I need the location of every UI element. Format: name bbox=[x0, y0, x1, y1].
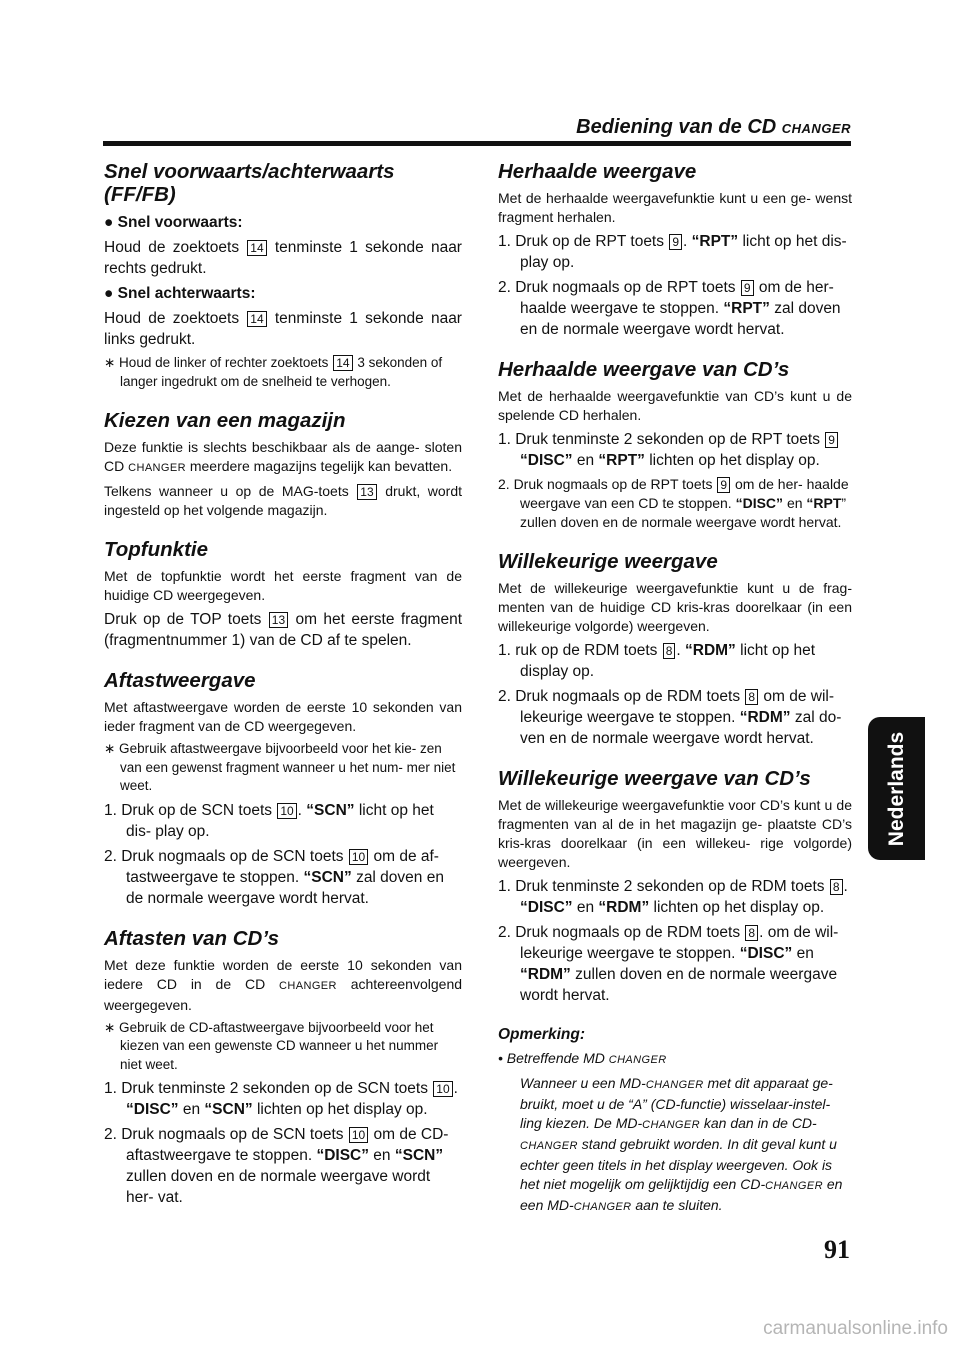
paragraph: Met de topfunktie wordt het eerste fragment van de huidige CD weergegeven. bbox=[104, 568, 462, 603]
section-title: Herhaalde weergave bbox=[498, 160, 697, 183]
paragraph: Houd de zoektoets 14 tenminste 1 sekonde naar links gedrukt. bbox=[104, 310, 462, 348]
key-9-icon: 9 bbox=[717, 477, 730, 493]
section-title: Willekeurige weergave bbox=[498, 550, 718, 573]
paragraph: Druk op de TOP toets 13 om het eerste fragment (fragmentnummer 1) van de CD af te spelen. bbox=[104, 611, 462, 649]
note-text: Wanneer u een MD-CHANGER met dit apparaat ge- bruikt, moet u de “A” (CD-functie) wisselaar-instel- ling kiezen. De MD-CHANGER kan dan in de CD- CHANGER stand gebruikt worden. In dit geval kunt u echter geen titels in het display weergeven. Ook is het niet mogelijk om gelijktijdig een CD-CHANGER en een MD-CHANGER aan te sluiten. bbox=[520, 1075, 843, 1213]
note: ∗ Gebruik aftastweergave bijvoorbeeld voor het kie- zen van een gewenst fragment wanneer u het num- mer niet weet. bbox=[104, 741, 456, 793]
paragraph: Deze funktie is slechts beschikbaar als de aange- sloten CD CHANGER meerdere magazijns tegelijk kan bevatten. bbox=[104, 439, 462, 474]
paragraph: Houd de zoektoets 14 tenminste 1 sekonde naar rechts gedrukt. bbox=[104, 239, 462, 277]
step: 2. Druk nogmaals op de SCN toets 10 om de af- tastweergave te stoppen. “SCN” zal doven en de normale weergave wordt hervat. bbox=[104, 847, 444, 907]
paragraph: Telkens wanneer u op de MAG-toets 13 drukt, wordt ingesteld op het volgende magazijn. bbox=[104, 483, 462, 518]
key-9-icon: 9 bbox=[741, 280, 754, 296]
section-title: Snel voorwaarts/achterwaarts (FF/FB) bbox=[104, 160, 395, 206]
note-bullet: • Betreffende MD CHANGER bbox=[498, 1050, 667, 1066]
paragraph: Met de herhaalde weergavefunktie van CD’s kunt u de spelende CD herhalen. bbox=[498, 388, 852, 423]
section-herhaalde bbox=[498, 160, 852, 340]
step: 1. Druk op de SCN toets 10 . “SCN” licht op het dis- play op. bbox=[104, 801, 434, 840]
key-10-icon: 10 bbox=[277, 803, 296, 819]
header-title: Bediening van de CD bbox=[576, 116, 777, 138]
section-magazijn bbox=[104, 409, 462, 520]
bullet-heading: ● Snel achterwaarts: bbox=[104, 285, 256, 302]
section-aftasten-cds bbox=[104, 927, 462, 1209]
section-herhaalde-cds bbox=[498, 358, 852, 532]
key-9-icon: 9 bbox=[669, 234, 682, 250]
step: 2. Druk nogmaals op de RPT toets 9 om de her- haalde weergave te stoppen. “RPT” zal doven en de normale weergave wordt hervat. bbox=[498, 279, 841, 338]
key-8-icon: 8 bbox=[830, 879, 843, 895]
step: 2. Druk nogmaals op de RDM toets 8 . om de wil- lekeurige weergave te stoppen. “DISC” en “RDM” zullen doven en de normale weergave wordt hervat. bbox=[498, 924, 839, 1004]
step: 1. Druk op de RPT toets 9 . “RPT” licht op het dis- play op. bbox=[498, 233, 847, 271]
language-side-tab bbox=[868, 717, 925, 860]
key-9-icon: 9 bbox=[825, 432, 838, 448]
key-10-icon: 10 bbox=[433, 1081, 452, 1097]
page-number: 91 bbox=[824, 1235, 850, 1264]
note: ∗ Gebruik de CD-aftastweergave bijvoorbeeld voor het kiezen van een gewenste CD wanneer u het nummer niet weet. bbox=[104, 1019, 439, 1072]
right-column bbox=[498, 160, 852, 1221]
section-title: Willekeurige weergave van CD’s bbox=[498, 767, 811, 790]
step: 1. Druk tenminste 2 sekonden op de RDM toets 8 . “DISC” en “RDM” lichten op het display op. bbox=[498, 878, 848, 916]
key-14-icon: 14 bbox=[247, 311, 266, 327]
step: 1. Druk tenminste 2 sekonden op de RPT toets 9 “DISC” en “RPT” lichten op het display op. bbox=[498, 429, 852, 471]
bullet-heading: ● Snel voorwaarts: bbox=[104, 214, 243, 231]
side-tab-label: Nederlands bbox=[884, 731, 908, 846]
paragraph: Met deze funktie worden de eerste 10 sekonden van iedere CD in de CD CHANGER achtereenvolgend weergegeven. bbox=[104, 956, 463, 1013]
section-willekeurige bbox=[498, 550, 852, 749]
key-13-icon: 13 bbox=[269, 612, 288, 628]
section-aftastweergave bbox=[104, 669, 462, 909]
step: 2. Druk nogmaals op de RDM toets 8 om de wil- lekeurige weergave te stoppen. “RDM” zal do- ven en de normale weergave wordt hervat. bbox=[498, 688, 842, 747]
note-label: Opmerking: bbox=[498, 1026, 585, 1043]
key-10-icon: 10 bbox=[349, 849, 368, 865]
section-title: Herhaalde weergave van CD’s bbox=[498, 358, 790, 381]
note-block bbox=[498, 1024, 852, 1217]
section-title: Topfunktie bbox=[104, 538, 209, 561]
left-column bbox=[104, 160, 462, 1226]
header-rule bbox=[103, 141, 851, 146]
watermark: carmanualsonline.info bbox=[763, 1318, 948, 1339]
section-title: Aftasten van CD’s bbox=[104, 926, 280, 950]
step: 1. Druk tenminste 2 sekonden op de SCN toets 10 . “DISC” en “SCN” lichten op het display op. bbox=[104, 1080, 458, 1118]
paragraph: Met de willekeurige weergavefunktie kunt u de frag- menten van de huidige CD kris-kras doorelkaar (in een willekeurige volgorde) weergeven. bbox=[498, 580, 852, 634]
step: 1. ruk op de RDM toets 8 . “RDM” licht op het display op. bbox=[498, 642, 816, 680]
header-suffix: CHANGER bbox=[781, 121, 851, 136]
key-10-icon: 10 bbox=[349, 1127, 368, 1143]
key-8-icon: 8 bbox=[663, 643, 676, 659]
section-snel bbox=[104, 160, 462, 391]
page-header bbox=[103, 116, 851, 144]
step: 2. Druk nogmaals op de SCN toets 10 om de CD- aftastweergave te stoppen. “DISC” en “SCN” zullen doven en de normale weergave wordt her- vat. bbox=[104, 1126, 449, 1206]
step: 2. Druk nogmaals op de RPT toets 9 om de her- haalde weergave van een CD te stoppen. “DISC” en “RPT” zullen doven en de normale weergave wordt hervat. bbox=[498, 476, 849, 530]
section-title: Aftastweergave bbox=[104, 669, 256, 692]
section-topfunktie bbox=[104, 538, 462, 651]
section-title: Kiezen van een magazijn bbox=[104, 409, 346, 432]
paragraph: Met aftastweergave worden de eerste 10 sekonden van ieder fragment van de CD weergegeven. bbox=[104, 699, 462, 734]
key-13-icon: 13 bbox=[357, 484, 376, 500]
section-willekeurige-cds bbox=[498, 767, 852, 1006]
key-14-icon: 14 bbox=[333, 355, 352, 371]
key-8-icon: 8 bbox=[745, 689, 758, 705]
paragraph: Met de herhaalde weergavefunktie kunt u een ge- wenst fragment herhalen. bbox=[498, 190, 852, 225]
note: ∗ Houd de linker of rechter zoektoets 14 3 sekonden of langer ingedrukt om de snelheid te verhogen. bbox=[104, 355, 443, 389]
key-8-icon: 8 bbox=[745, 925, 758, 941]
key-14-icon: 14 bbox=[247, 240, 266, 256]
paragraph: Met de willekeurige weergavefunktie voor CD’s kunt u de fragmenten van al de in het magazijn ge- plaatste CD’s kris-kras doorelkaar (in een willekeu- rige volgorde) weergeven. bbox=[498, 797, 852, 870]
